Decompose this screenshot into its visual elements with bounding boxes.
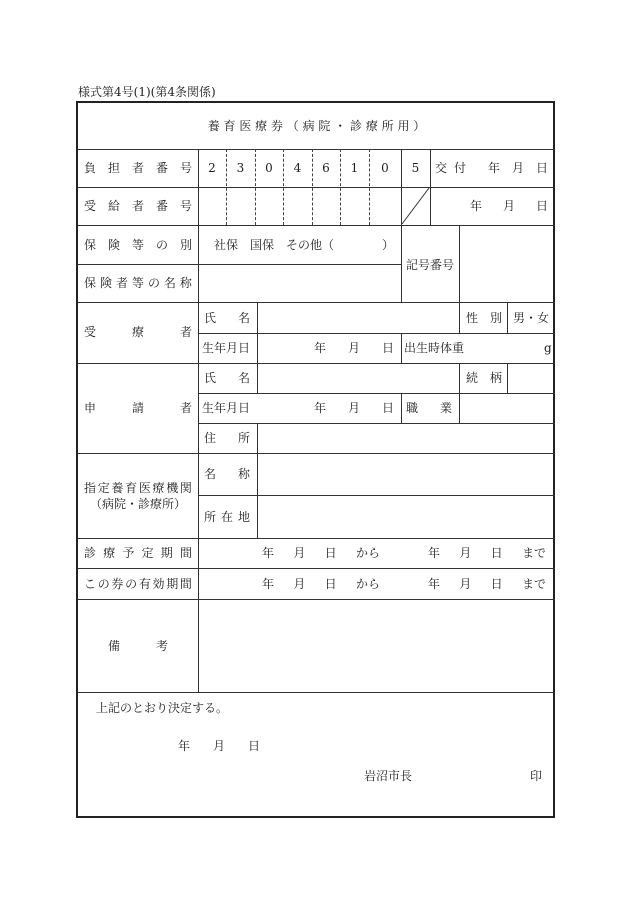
issue-label: 交 付 [435, 161, 466, 175]
patient-dob-label: 生年月日 [202, 341, 251, 355]
column-divider [459, 393, 460, 423]
treatment-to-date: 年 月 日 まで [428, 546, 546, 560]
column-divider [257, 453, 258, 538]
symbol-number-label: 記号番号 [405, 258, 454, 272]
weight-unit: g [544, 341, 552, 355]
row-divider [78, 149, 555, 150]
row-divider [78, 363, 555, 364]
validity-from-date: 年 月 日 から [262, 577, 380, 591]
issue-date: 年 月 日 [488, 161, 548, 175]
insurance-type-options: 社保 国保 その他（ ） [214, 238, 395, 252]
sex-label: 性 別 [466, 311, 502, 325]
row-divider [78, 187, 555, 188]
insurer-name-label: 保 険 者 等 の 名 称 [84, 276, 192, 290]
payer-digit: 6 [322, 161, 330, 175]
validity-to-date: 年 月 日 まで [428, 577, 546, 591]
row-divider [78, 568, 555, 569]
applicant-dob-label: 生年月日 [202, 401, 251, 415]
recipient-date: 年 月 日 [470, 199, 548, 213]
institution-location-label: 所 在 地 [204, 510, 250, 524]
payer-digit: 5 [411, 161, 420, 175]
payer-digit: 3 [236, 161, 245, 175]
row-divider [78, 264, 401, 265]
institution-sublabel: （病院・診療所） [89, 497, 186, 511]
birth-weight-label: 出生時体重 [404, 341, 465, 355]
patient-name-label: 氏 名 [204, 311, 250, 325]
row-divider [78, 453, 555, 454]
address-label: 住 所 [204, 431, 250, 445]
insurance-type-label: 保 険 等 の 別 [84, 238, 192, 252]
row-divider [198, 393, 555, 394]
column-divider [257, 423, 258, 453]
treatment-from-date: 年 月 日 から [262, 546, 380, 560]
column-divider [507, 363, 508, 393]
payer-digit: 1 [350, 161, 359, 175]
column-divider [459, 302, 460, 333]
patient-dob-date: 年 月 日 [314, 341, 394, 355]
treatment-period-label: 診 療 予 定 期 間 [84, 546, 192, 560]
occupation-label: 職 業 [406, 401, 452, 415]
column-divider [459, 363, 460, 393]
column-divider [198, 149, 199, 692]
row-divider [78, 599, 555, 600]
column-divider [401, 393, 402, 423]
payer-digit: 4 [293, 161, 302, 175]
column-divider [401, 333, 402, 363]
row-divider [78, 302, 555, 303]
column-divider [257, 363, 258, 393]
payer-digit: 0 [381, 161, 389, 175]
row-divider [78, 538, 555, 539]
applicant-label: 申 請 者 [84, 401, 192, 415]
column-divider [257, 302, 258, 363]
relation-label: 続 柄 [466, 371, 502, 385]
column-divider [459, 225, 460, 302]
payer-digit: 2 [208, 161, 216, 175]
applicant-name-label: 氏 名 [204, 371, 250, 385]
validity-period-label: こ の 券 の 有 効 期 間 [84, 577, 192, 591]
row-divider [78, 225, 555, 226]
seal-mark: 印 [530, 769, 543, 783]
form-number: 様式第4号(1)(第4条関係) [78, 85, 216, 99]
row-divider [198, 333, 555, 334]
applicant-dob-date: 年 月 日 [314, 401, 394, 415]
institution-label: 指 定 養 育 医 療 機 関 [84, 481, 192, 495]
sex-value: 男・女 [512, 311, 549, 325]
mayor-label: 岩沼市長 [364, 769, 413, 783]
diagonal-slash [401, 187, 433, 225]
payer-number-label: 負 担 者 番 号 [84, 161, 192, 175]
form-title: 養 育 医 療 券 （ 病 院 ・ 診 療 所 用 ） [207, 119, 426, 133]
row-divider [78, 692, 555, 693]
row-divider [198, 495, 555, 496]
remarks-label: 備 考 [108, 639, 168, 653]
recipient-number-label: 受 給 者 番 号 [84, 199, 192, 213]
decision-date: 年 月 日 [178, 739, 260, 753]
payer-digit: 0 [265, 161, 273, 175]
institution-name-label: 名 称 [204, 467, 250, 481]
patient-label: 受 療 者 [84, 325, 192, 339]
decision-text: 上記のとおり決定する。 [96, 701, 229, 715]
medical-voucher-form [76, 101, 555, 818]
row-divider [198, 423, 555, 424]
